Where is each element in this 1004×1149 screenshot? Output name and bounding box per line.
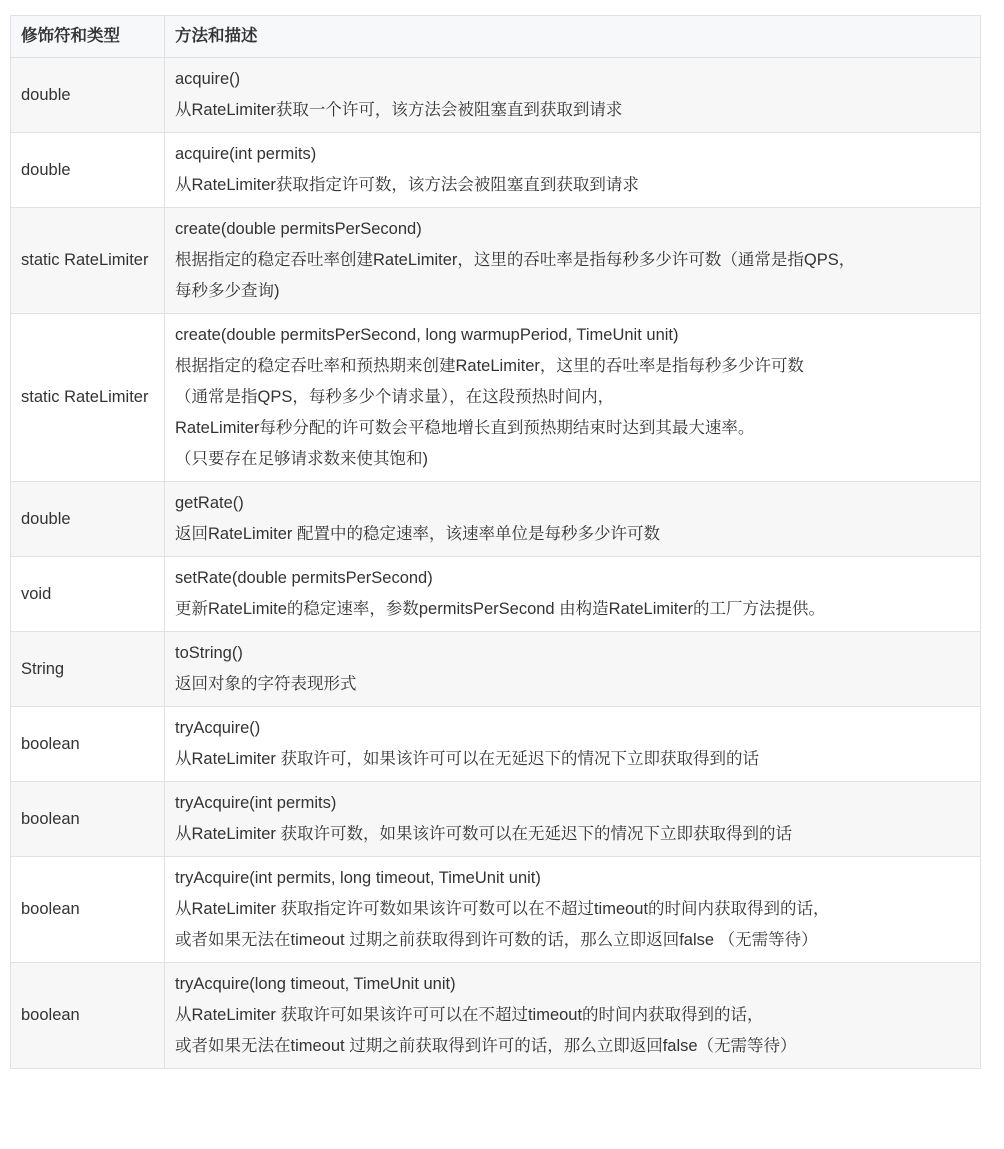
table-row [11,133,981,208]
modifier-type-cell: static RateLimiter [11,208,165,314]
modifier-type-cell: boolean [11,707,165,782]
table-body [11,58,981,1069]
method-description-line: 返回RateLimiter 配置中的稳定速率，该速率单位是每秒多少许可数 [175,525,660,543]
method-description-line: 从RateLimiter 获取许可，如果该许可可以在无延迟下的情况下立即获取得到的话 [175,750,759,768]
method-description-cell [165,707,981,782]
method-signature: acquire() [175,70,241,88]
method-signature: create(double permitsPerSecond) [175,220,422,238]
table-row [11,782,981,857]
method-description-line: 或者如果无法在timeout 过期之前获取得到许可数的话，那么立即返回false （无需等待） [175,931,818,949]
table-row [11,208,981,314]
modifier-type-cell: boolean [11,782,165,857]
table-row [11,58,981,133]
method-description-cell [165,557,981,632]
method-description-cell [165,857,981,963]
method-description-line: 从RateLimiter 获取许可如果该许可可以在不超过timeout的时间内获取得到的话， [175,1006,764,1024]
modifier-type-cell: boolean [11,963,165,1069]
method-description-line: 从RateLimiter获取一个许可，该方法会被阻塞直到获取到请求 [175,101,623,119]
method-description-cell [165,482,981,557]
modifier-type-cell: double [11,58,165,133]
table-row [11,707,981,782]
modifier-type-cell: double [11,133,165,208]
method-signature: tryAcquire() [175,719,261,737]
method-description-cell [165,782,981,857]
modifier-type-cell: String [11,632,165,707]
method-signature: toString() [175,644,243,662]
method-signature: tryAcquire(int permits) [175,794,337,812]
table-row [11,314,981,482]
table-row [11,482,981,557]
table-row [11,632,981,707]
method-description-cell [165,133,981,208]
method-description-line: 更新RateLimite的稳定速率，参数permitsPerSecond 由构造RateLimiter的工厂方法提供。 [175,600,826,618]
method-description-line: 或者如果无法在timeout 过期之前获取得到许可的话，那么立即返回false（无需等待） [175,1037,797,1055]
modifier-type-cell: void [11,557,165,632]
method-description-line: 根据指定的稳定吞吐率创建RateLimiter，这里的吞吐率是指每秒多少许可数（通常是指QPS， [175,251,856,269]
method-signature: tryAcquire(int permits, long timeout, TimeUnit unit) [175,869,541,887]
method-description-line: RateLimiter每秒分配的许可数会平稳地增长直到预热期结束时达到其最大速率。 [175,419,755,437]
method-description-cell [165,632,981,707]
header-row [11,16,981,58]
api-method-table [10,15,981,1069]
method-signature: create(double permitsPerSecond, long warmupPeriod, TimeUnit unit) [175,326,679,344]
method-description-line: 每秒多少查询) [175,282,280,300]
method-description-line: （只要存在足够请求数来使其饱和) [175,450,428,468]
header-modifier-type: 修饰符和类型 [11,16,165,58]
table-row [11,557,981,632]
method-description-line: 返回对象的字符表现形式 [175,675,357,693]
method-description-line: （通常是指QPS，每秒多少个请求量），在这段预热时间内， [175,388,615,406]
table-row [11,963,981,1069]
method-signature: tryAcquire(long timeout, TimeUnit unit) [175,975,456,993]
method-description-line: 从RateLimiter 获取指定许可数如果该许可数可以在不超过timeout的时间内获取得到的话， [175,900,830,918]
method-description-cell [165,58,981,133]
method-description-cell [165,208,981,314]
method-signature: acquire(int permits) [175,145,317,163]
header-method-description: 方法和描述 [165,16,981,58]
method-description-line: 从RateLimiter 获取许可数，如果该许可数可以在无延迟下的情况下立即获取得到的话 [175,825,792,843]
table-header [11,16,981,58]
method-description-cell [165,314,981,482]
method-description-line: 根据指定的稳定吞吐率和预热期来创建RateLimiter，这里的吞吐率是指每秒多少许可数 [175,357,804,375]
method-signature: setRate(double permitsPerSecond) [175,569,433,587]
method-signature: getRate() [175,494,244,512]
modifier-type-cell: double [11,482,165,557]
method-description-cell [165,963,981,1069]
method-description-line: 从RateLimiter获取指定许可数，该方法会被阻塞直到获取到请求 [175,176,639,194]
table-row [11,857,981,963]
modifier-type-cell: boolean [11,857,165,963]
modifier-type-cell: static RateLimiter [11,314,165,482]
